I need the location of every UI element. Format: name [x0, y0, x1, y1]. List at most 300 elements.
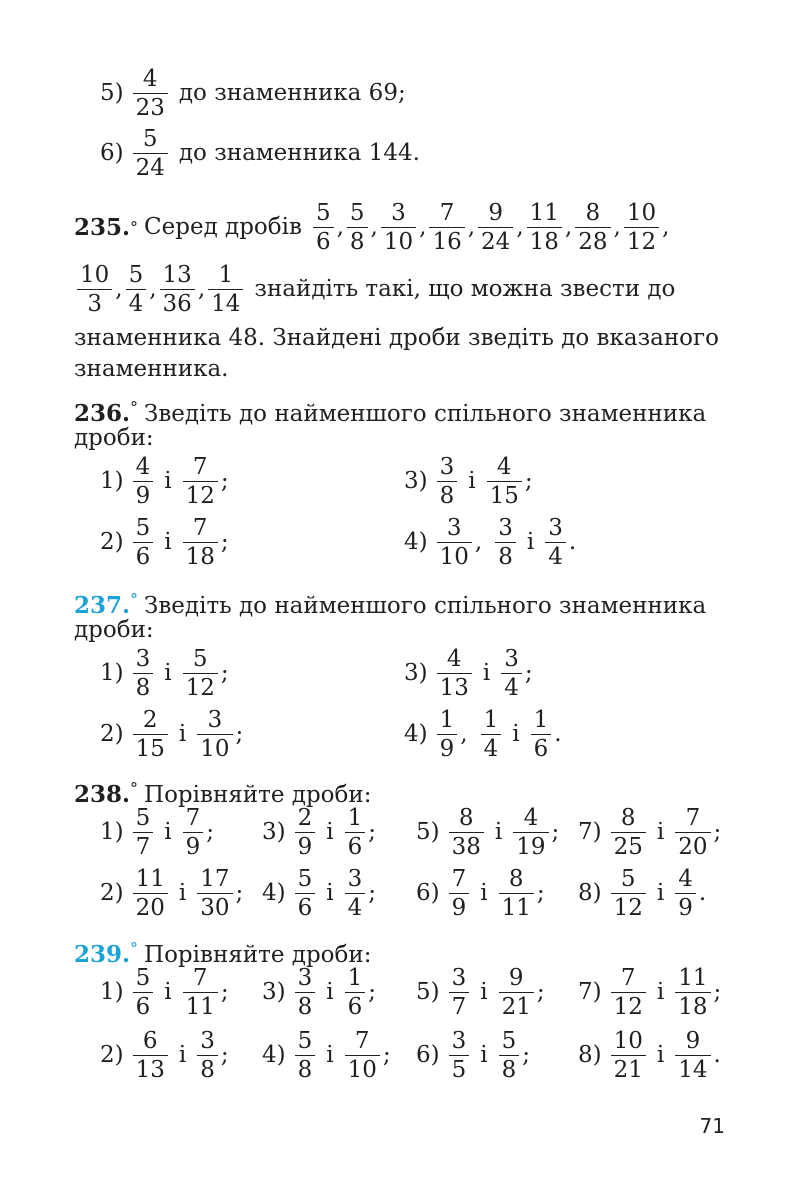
punctuation: ,: [336, 214, 344, 240]
numerator: 9: [488, 199, 503, 226]
fraction: [133, 865, 168, 922]
separator: і: [480, 979, 488, 1005]
numerator: 8: [508, 865, 524, 892]
punctuation: ;: [522, 1042, 530, 1068]
fraction: [675, 804, 710, 861]
fraction: [183, 514, 218, 571]
denominator: 8: [297, 993, 313, 1020]
punctuation: ,: [197, 276, 206, 302]
punctuation: ;: [713, 979, 722, 1005]
denominator: 11: [501, 894, 531, 921]
problem-text: знайдіть такі, що можна звести до: [254, 276, 676, 302]
denominator: 12: [185, 482, 215, 509]
denominator: 4: [347, 894, 363, 921]
numerator: 4: [142, 65, 158, 92]
fraction: [183, 964, 218, 1021]
fraction: [133, 514, 154, 571]
degree-mark: °: [130, 398, 139, 417]
denominator: 18: [185, 543, 215, 570]
denominator: 9: [297, 833, 313, 860]
separator: ,: [474, 529, 483, 555]
denominator: 8: [349, 228, 365, 255]
numerator: 7: [192, 453, 208, 480]
exercise-item: [100, 1026, 229, 1084]
denominator: 4: [483, 735, 499, 762]
fraction: [295, 865, 316, 922]
fraction: [437, 514, 472, 571]
denominator: 20: [135, 894, 165, 921]
problem-237-heading: [74, 584, 706, 622]
numerator: 10: [613, 1027, 643, 1054]
numerator: 11: [135, 865, 165, 892]
punctuation: ;: [551, 819, 560, 845]
punctuation: ;: [536, 979, 545, 1005]
punctuation: ;: [220, 1042, 229, 1068]
problem-number: 237.: [74, 592, 131, 619]
denominator: 30: [200, 894, 230, 921]
numerator: 8: [585, 199, 601, 226]
fraction: [499, 964, 534, 1021]
problem-number: 236.: [74, 400, 131, 427]
numerator: 8: [620, 804, 636, 831]
exercise-item: [100, 513, 229, 571]
fraction: [449, 804, 484, 861]
fraction: [133, 65, 168, 122]
numerator: 17: [200, 865, 230, 892]
separator: і: [512, 721, 520, 747]
item-label: 3): [404, 468, 428, 494]
item-label: 7): [578, 819, 602, 845]
denominator: 8: [135, 674, 151, 701]
denominator: 8: [498, 543, 513, 570]
punctuation: ;: [524, 468, 533, 494]
denominator: 6: [135, 543, 151, 570]
numerator: 8: [458, 804, 474, 831]
punctuation: ,: [662, 214, 670, 240]
fraction: [295, 1027, 316, 1084]
exercise-item: [262, 1026, 391, 1084]
denominator: 10: [200, 735, 230, 762]
fraction: [197, 865, 232, 922]
item-label: 3): [262, 819, 286, 845]
item-label: 2): [100, 880, 124, 906]
item-label: 1): [100, 468, 124, 494]
numerator: 13: [162, 261, 192, 288]
denominator: 10: [383, 228, 414, 255]
exercise-item: [416, 963, 545, 1021]
fraction: [449, 964, 470, 1021]
problem-235-line-4: [74, 354, 228, 385]
numerator: 5: [135, 804, 151, 831]
item-label: 2): [100, 529, 124, 555]
problem-text: знаменника.: [74, 356, 229, 382]
denominator: 6: [135, 993, 151, 1020]
numerator: 10: [626, 199, 657, 226]
numerator: 7: [685, 804, 701, 831]
numerator: 2: [297, 804, 313, 831]
item-label: 3): [262, 979, 286, 1005]
exercise-item: [404, 513, 576, 571]
exercise-item: [100, 705, 243, 763]
problem-237-line-2: [74, 615, 154, 646]
fraction: [437, 706, 458, 763]
fraction: [495, 514, 516, 571]
exercise-item: [416, 864, 545, 922]
punctuation: ;: [220, 529, 229, 555]
separator: і: [178, 721, 187, 747]
denominator: 19: [516, 833, 546, 860]
fraction: [345, 804, 366, 861]
exercise-item: [578, 963, 721, 1021]
item-label: 6): [416, 880, 440, 906]
exercise-item: [416, 1026, 530, 1084]
numerator: 3: [451, 1027, 467, 1054]
denominator: 8: [439, 482, 455, 509]
denominator: 10: [347, 1056, 377, 1083]
denominator: 14: [678, 1056, 708, 1083]
denominator: 4: [504, 674, 519, 701]
numerator: 2: [142, 706, 158, 733]
punctuation: ;: [235, 880, 244, 906]
problem-235-line-2: [74, 260, 675, 318]
numerator: 3: [451, 964, 467, 991]
fraction: [133, 125, 168, 182]
numerator: 4: [496, 453, 512, 480]
problem-235-line-1: [74, 198, 669, 256]
separator: і: [482, 660, 491, 686]
exercise-item: [100, 644, 229, 702]
exercise-item: [100, 864, 243, 922]
punctuation: ;: [220, 468, 229, 494]
fraction: [527, 199, 562, 256]
punctuation: .: [568, 529, 577, 555]
fraction: [675, 1027, 710, 1084]
fraction: [77, 261, 112, 318]
denominator: 9: [185, 833, 201, 860]
numerator: 1: [347, 804, 363, 831]
problem-text: Порівняйте дроби:: [144, 942, 372, 968]
exercise-item: [100, 963, 229, 1021]
fraction: [437, 645, 472, 702]
numerator: 9: [685, 1027, 701, 1054]
punctuation: ;: [206, 819, 214, 845]
fraction: [197, 1027, 218, 1084]
denominator: 36: [162, 290, 192, 317]
top-item-5: [100, 64, 406, 122]
denominator: 12: [613, 894, 643, 921]
punctuation: ;: [713, 819, 722, 845]
exercise-item: [578, 864, 706, 922]
item-text: до знаменника 69;: [178, 80, 406, 106]
numerator: 11: [529, 199, 559, 226]
fraction: [624, 199, 659, 256]
numerator: 5: [501, 1027, 517, 1054]
separator: і: [326, 819, 334, 845]
fraction: [183, 804, 204, 861]
item-label: 1): [100, 660, 124, 686]
fraction: [183, 645, 218, 702]
denominator: 12: [185, 674, 215, 701]
numerator: 5: [315, 199, 331, 226]
fraction: [481, 706, 502, 763]
exercise-item: [416, 803, 559, 861]
problem-text: Зведіть до найменшого спільного знаменника: [144, 593, 707, 619]
numerator: 5: [142, 125, 158, 152]
separator: і: [526, 529, 535, 555]
fraction: [611, 1027, 646, 1084]
fraction: [487, 453, 522, 510]
fraction: [345, 1027, 380, 1084]
numerator: 5: [349, 199, 365, 226]
denominator: 5: [451, 1056, 467, 1083]
item-label: 5): [100, 80, 124, 106]
denominator: 6: [347, 833, 363, 860]
numerator: 11: [678, 964, 708, 991]
item-label: 4): [404, 721, 428, 747]
item-label: 7): [578, 979, 602, 1005]
punctuation: ;: [368, 880, 376, 906]
numerator: 1: [347, 964, 363, 991]
denominator: 8: [501, 1056, 517, 1083]
punctuation: ,: [516, 214, 524, 240]
punctuation: ,: [149, 276, 157, 302]
denominator: 9: [135, 482, 151, 509]
fraction: [575, 199, 610, 256]
denominator: 3: [87, 290, 102, 317]
separator: ,: [460, 721, 468, 747]
item-label: 4): [262, 880, 286, 906]
fraction: [133, 645, 154, 702]
item-text: до знаменника 144.: [178, 140, 420, 166]
punctuation: ,: [115, 276, 123, 302]
denominator: 7: [135, 833, 151, 860]
separator: і: [326, 1042, 334, 1068]
fraction: [429, 199, 464, 256]
numerator: 3: [347, 865, 363, 892]
denominator: 25: [613, 833, 643, 860]
item-label: 4): [262, 1042, 286, 1068]
separator: і: [326, 979, 334, 1005]
problem-236-heading: [74, 392, 706, 430]
denominator: 15: [489, 482, 519, 509]
exercise-item: [262, 963, 376, 1021]
denominator: 14: [211, 290, 241, 317]
fraction: [208, 261, 243, 318]
separator: і: [178, 1042, 187, 1068]
denominator: 4: [128, 290, 144, 317]
denominator: 18: [678, 993, 708, 1020]
numerator: 7: [354, 1027, 370, 1054]
item-label: 2): [100, 1042, 124, 1068]
denominator: 12: [626, 228, 657, 255]
punctuation: .: [713, 1042, 721, 1068]
top-item-6: [100, 124, 420, 182]
denominator: 13: [439, 674, 469, 701]
numerator: 7: [192, 514, 208, 541]
fraction: [133, 706, 168, 763]
item-label: 3): [404, 660, 428, 686]
exercise-item: [100, 452, 229, 510]
denominator: 8: [297, 1056, 313, 1083]
exercise-item: [578, 1026, 721, 1084]
fraction: [133, 964, 154, 1021]
punctuation: .: [698, 880, 707, 906]
exercise-item: [262, 803, 376, 861]
numerator: 5: [128, 261, 144, 288]
separator: і: [178, 880, 187, 906]
item-label: 6): [416, 1042, 440, 1068]
degree-mark: °: [130, 217, 139, 237]
numerator: 3: [446, 514, 462, 541]
exercise-item: [100, 803, 214, 861]
denominator: 6: [347, 993, 363, 1020]
fraction: [295, 804, 316, 861]
numerator: 7: [185, 804, 201, 831]
separator: і: [480, 880, 488, 906]
fraction: [501, 645, 522, 702]
numerator: 4: [135, 453, 151, 480]
fraction: [531, 706, 552, 763]
denominator: 24: [481, 228, 511, 255]
numerator: 4: [678, 865, 693, 892]
problem-number: 239.: [74, 941, 131, 968]
numerator: 7: [439, 199, 455, 226]
item-label: 8): [578, 880, 602, 906]
fraction: [381, 199, 416, 256]
numerator: 3: [200, 1027, 215, 1054]
fraction: [499, 865, 534, 922]
punctuation: ;: [220, 979, 229, 1005]
problem-text: знаменника 48. Знайдені дроби зведіть до вказаного: [74, 325, 719, 351]
numerator: 3: [135, 645, 151, 672]
numerator: 5: [192, 645, 208, 672]
separator: і: [164, 660, 172, 686]
separator: і: [164, 819, 172, 845]
numerator: 5: [297, 865, 313, 892]
denominator: 21: [613, 1056, 643, 1083]
punctuation: ;: [235, 721, 244, 747]
separator: і: [656, 819, 665, 845]
numerator: 3: [439, 453, 455, 480]
fraction: [126, 261, 147, 318]
degree-mark: °: [130, 779, 139, 798]
numerator: 4: [523, 804, 539, 831]
denominator: 21: [501, 993, 531, 1020]
numerator: 6: [142, 1027, 158, 1054]
numerator: 7: [192, 964, 208, 991]
numerator: 7: [451, 865, 467, 892]
denominator: 15: [135, 735, 165, 762]
numerator: 1: [439, 706, 455, 733]
fraction: [611, 865, 646, 922]
fraction: [611, 964, 646, 1021]
denominator: 23: [135, 94, 165, 121]
item-label: 2): [100, 721, 124, 747]
fraction: [345, 865, 366, 922]
page-number: 71: [699, 1114, 725, 1138]
numerator: 3: [504, 645, 519, 672]
punctuation: ;: [220, 660, 229, 686]
numerator: 3: [207, 706, 223, 733]
fraction: [478, 199, 513, 256]
denominator: 6: [297, 894, 313, 921]
fraction: [675, 865, 696, 922]
fraction: [449, 1027, 470, 1084]
numerator: 1: [218, 261, 234, 288]
numerator: 5: [135, 514, 151, 541]
denominator: 13: [135, 1056, 165, 1083]
separator: і: [494, 819, 503, 845]
exercise-item: [262, 864, 376, 922]
punctuation: ;: [368, 819, 376, 845]
numerator: 5: [135, 964, 151, 991]
fraction: [197, 706, 232, 763]
denominator: 9: [439, 735, 455, 762]
problem-text: дроби:: [74, 617, 154, 643]
fraction: [295, 964, 316, 1021]
fraction: [160, 261, 195, 318]
denominator: 20: [678, 833, 708, 860]
numerator: 9: [508, 964, 524, 991]
punctuation: ;: [524, 660, 533, 686]
denominator: 18: [529, 228, 559, 255]
punctuation: ,: [613, 214, 621, 240]
punctuation: ;: [368, 979, 376, 1005]
item-label: 6): [100, 140, 124, 166]
denominator: 28: [578, 228, 608, 255]
problem-text: дроби:: [74, 425, 154, 451]
degree-mark: °: [130, 590, 139, 609]
punctuation: ,: [467, 214, 476, 240]
exercise-item: [404, 452, 533, 510]
problem-236-line-2: [74, 423, 154, 454]
denominator: 38: [451, 833, 481, 860]
separator: і: [164, 468, 172, 494]
numerator: 3: [498, 514, 513, 541]
fraction: [313, 199, 334, 256]
separator: і: [656, 1042, 665, 1068]
fraction: [545, 514, 566, 571]
punctuation: ,: [370, 214, 378, 240]
fraction: [437, 453, 458, 510]
fraction: [675, 964, 710, 1021]
separator: і: [164, 529, 172, 555]
punctuation: ;: [536, 880, 545, 906]
punctuation: ;: [382, 1042, 391, 1068]
fraction: [513, 804, 548, 861]
fraction: [133, 804, 154, 861]
item-label: 5): [416, 819, 440, 845]
numerator: 4: [446, 645, 462, 672]
numerator: 1: [483, 706, 499, 733]
separator: і: [480, 1042, 488, 1068]
numerator: 7: [620, 964, 636, 991]
fraction: [183, 453, 218, 510]
separator: і: [164, 979, 172, 1005]
separator: і: [656, 880, 665, 906]
exercise-item: [578, 803, 721, 861]
fraction: [611, 804, 646, 861]
punctuation: ,: [419, 214, 427, 240]
item-label: 1): [100, 979, 124, 1005]
fraction: [449, 865, 470, 922]
problem-text: Зведіть до найменшого спільного знаменника: [144, 401, 707, 427]
degree-mark: °: [130, 939, 139, 958]
exercise-item: [404, 705, 562, 763]
denominator: 9: [451, 894, 467, 921]
punctuation: .: [554, 721, 562, 747]
problem-number: 235.: [74, 213, 131, 241]
